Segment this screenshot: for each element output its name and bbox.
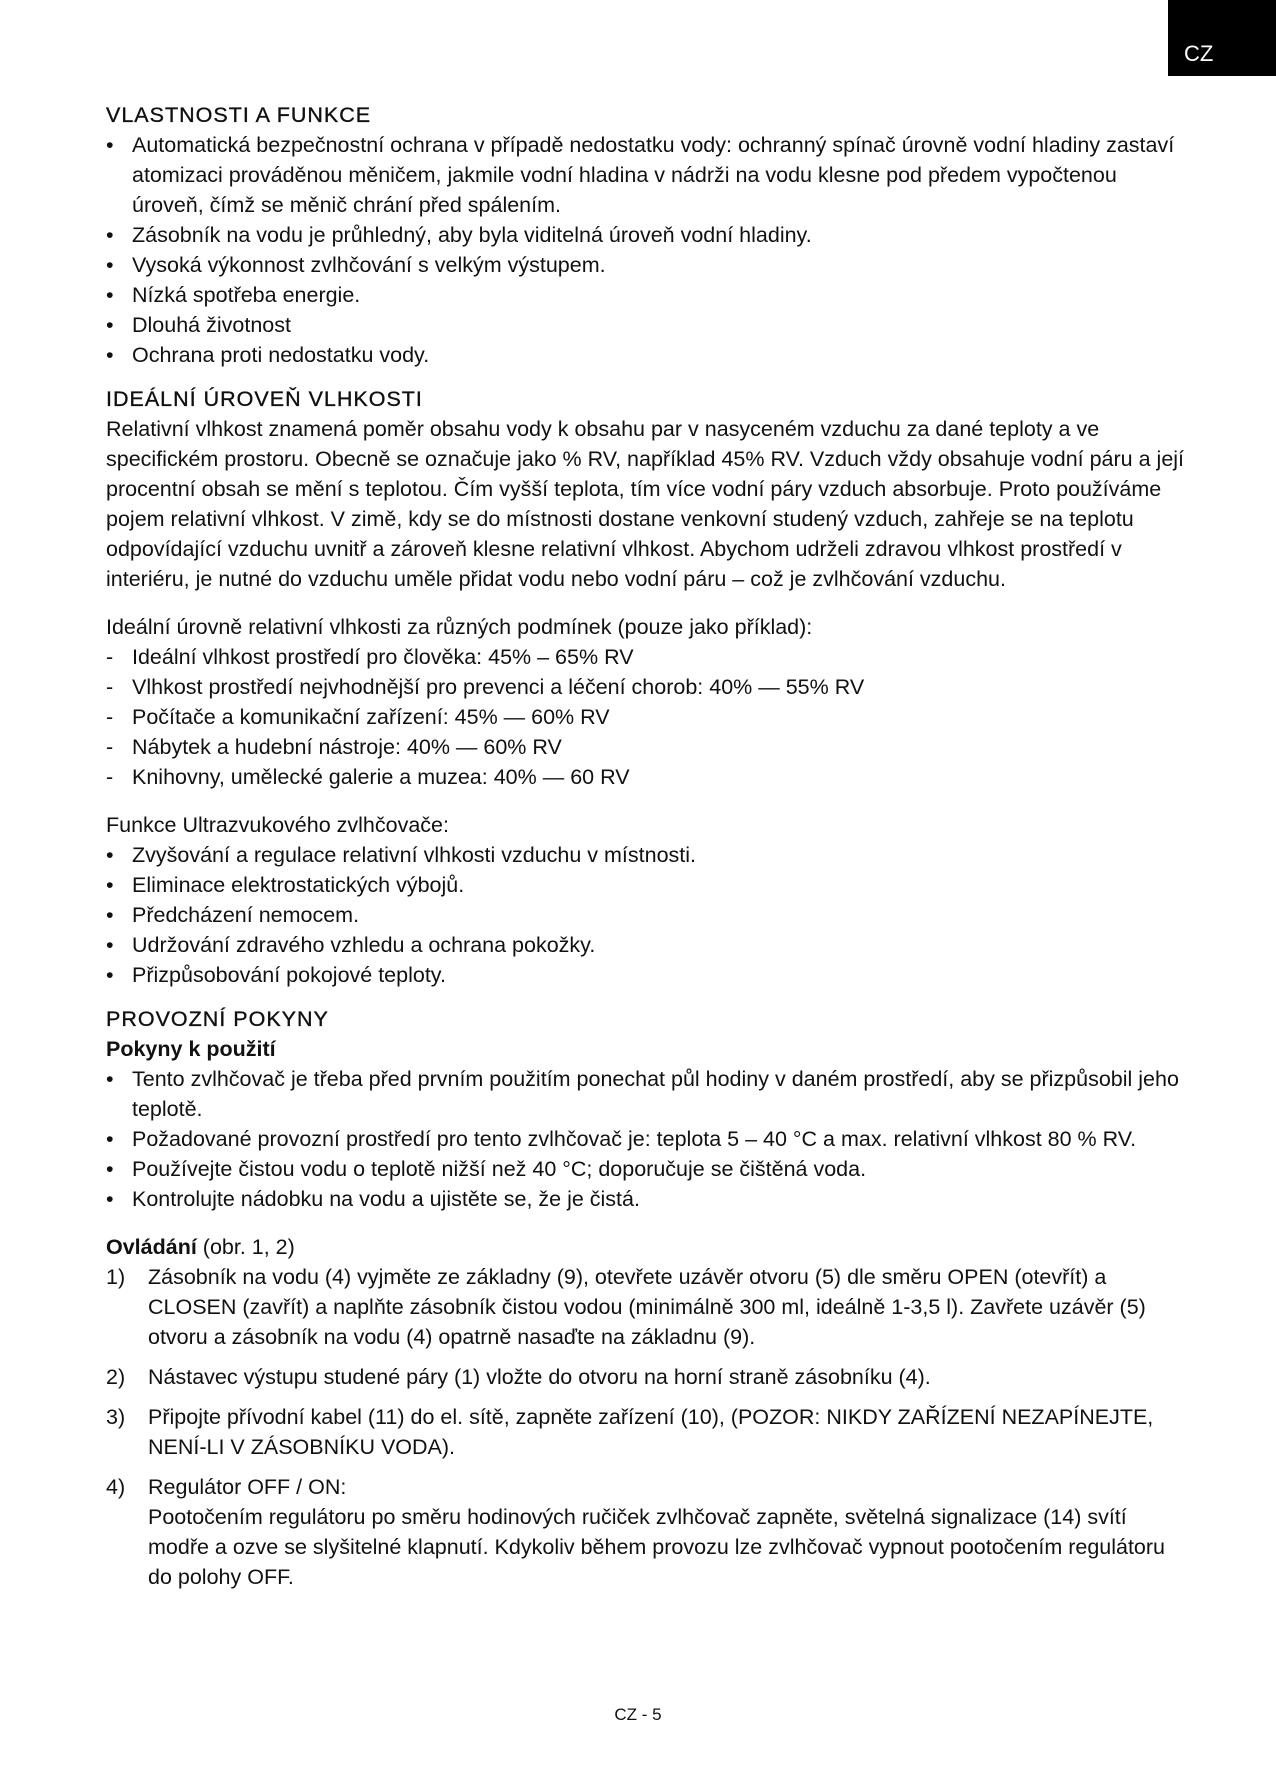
list-item: • Používejte čistou vodu o teplotě nižší než 40 °C; doporučuje se čištěná voda. xyxy=(106,1154,1186,1184)
step-number: 4) xyxy=(106,1475,126,1499)
humidity-paragraph: Relativní vlhkost znamená poměr obsahu vody k obsahu par v nasyceném vzduchu za dané teploty a ve specifickém prostoru. Obecně se označuje jako % RV, například 45% RV. Vzduch vždy obsahuje vodní páru a její procentní obsah se mění s teplotou. Čím vyšší teplota, tím více vodní páry vzduch absorbuje. Proto používáme pojem relativní vlhkost. V zimě, kdy se do místnosti dostane venkovní studený vzduch, zahřeje se na teplotu odpovídající vzduchu uvnitř a zároveň klesne relativní vlhkost. Abychom udrželi zdravou vlhkost prostředí v interiéru, je nutné do vzduchu uměle přidat vodu nebo vodní páru – což je zvlhčování vzduchu. xyxy=(106,417,1185,591)
step-item xyxy=(106,1472,1186,1592)
list-item: - Počítače a komunikační zařízení: 45% — 60% RV xyxy=(106,702,1186,732)
functions-intro: Funkce Ultrazvukového zvlhčovače: xyxy=(106,813,449,837)
list-item: • Předcházení nemocem. xyxy=(106,900,1186,930)
list-item: • Eliminace elektrostatických výbojů. xyxy=(106,870,1186,900)
page-content xyxy=(106,100,1186,1602)
step-text: Regulátor OFF / ON: xyxy=(148,1475,347,1499)
humidity-heading: IDEÁLNÍ ÚROVEŇ VLHKOSTI xyxy=(106,387,423,411)
step-text: Nástavec výstupu studené páry (1) vložte do otvoru na horní straně zásobníku (4). xyxy=(148,1365,931,1389)
list-item: • Udržování zdravého vzhledu a ochrana pokožky. xyxy=(106,930,1186,960)
step-item xyxy=(106,1362,1186,1392)
list-item: • Požadované provozní prostředí pro tento zvlhčovač je: teplota 5 – 40 °C a max. relativní vlhkost 80 % RV. xyxy=(106,1124,1186,1154)
features-heading: VLASTNOSTI A FUNKCE xyxy=(106,103,372,127)
step-number: 2) xyxy=(106,1365,126,1389)
list-item: • Dlouhá životnost xyxy=(106,310,1186,340)
usage-list xyxy=(106,1064,1186,1214)
list-item: • Nízká spotřeba energie. xyxy=(106,280,1186,310)
humidity-section xyxy=(106,384,1186,990)
step-detail: Pootočením regulátoru po směru hodinových ručiček zvlhčovač zapněte, světelná signalizace (14) svítí modře a ozve se slyšitelné klapnutí. Kdykoliv během provozu lze zvlhčovač vypnout pootočením regulátoru do polohy OFF. xyxy=(148,1505,1166,1589)
controls-title: Ovládání xyxy=(106,1235,197,1259)
list-item: • Tento zvlhčovač je třeba před prvním použitím ponechat půl hodiny v daném prostředí, aby se přizpůsobil jeho teplotě. xyxy=(106,1064,1186,1124)
list-item: • Zásobník na vodu je průhledný, aby byla viditelná úroveň vodní hladiny. xyxy=(106,220,1186,250)
page-number: CZ - 5 xyxy=(614,1705,662,1724)
controls-steps xyxy=(106,1262,1186,1592)
step-number: 3) xyxy=(106,1405,126,1429)
list-item: • Zvyšování a regulace relativní vlhkosti vzduchu v místnosti. xyxy=(106,840,1186,870)
step-number: 1) xyxy=(106,1265,126,1289)
list-item: - Ideální vlhkost prostředí pro člověka: 45% – 65% RV xyxy=(106,642,1186,672)
operating-section xyxy=(106,1004,1186,1592)
features-list xyxy=(106,130,1186,370)
list-item: - Knihovny, umělecké galerie a muzea: 40% — 60 RV xyxy=(106,762,1186,792)
levels-intro: Ideální úrovně relativní vlhkosti za různých podmínek (pouze jako příklad): xyxy=(106,615,813,639)
list-item: • Ochrana proti nedostatku vody. xyxy=(106,340,1186,370)
step-text: Připojte přívodní kabel (11) do el. sítě, zapněte zařízení (10), (POZOR: NIKDY ZAŘÍZENÍ NEZAPÍNEJTE, NENÍ-LI V ZÁSOBNÍKU VODA). xyxy=(148,1405,1154,1459)
controls-figure-ref: (obr. 1, 2) xyxy=(196,1235,295,1259)
humidity-levels-list xyxy=(106,642,1186,792)
language-tab-label: CZ xyxy=(1184,41,1214,66)
list-item: - Nábytek a hudební nástroje: 40% — 60% RV xyxy=(106,732,1186,762)
list-item: • Vysoká výkonnost zvlhčování s velkým výstupem. xyxy=(106,250,1186,280)
list-item: - Vlhkost prostředí nejvhodnější pro prevenci a léčení chorob: 40% — 55% RV xyxy=(106,672,1186,702)
step-item xyxy=(106,1262,1186,1352)
list-item: • Automatická bezpečnostní ochrana v případě nedostatku vody: ochranný spínač úrovně vodní hladiny zastaví atomizaci prováděnou měničem, jakmile vodní hladina v nádrži na vodu klesne pod předem vypočtenou úroveň, čímž se měnič chrání před spálením. xyxy=(106,130,1186,220)
operating-heading: PROVOZNÍ POKYNY xyxy=(106,1007,329,1031)
functions-list xyxy=(106,840,1186,990)
step-item xyxy=(106,1402,1186,1462)
features-section xyxy=(106,100,1186,370)
list-item: • Přizpůsobování pokojové teploty. xyxy=(106,960,1186,990)
step-text: Zásobník na vodu (4) vyjměte ze základny (9), otevřete uzávěr otvoru (5) dle směru OPEN (otevřít) a CLOSEN (zavřít) a naplňte zásobník čistou vodou (minimálně 300 ml, ideálně 1-3,5 l). Zavřete uzávěr (5) otvoru a zásobník na vodu (4) opatrně nasaďte na základnu (9). xyxy=(148,1265,1146,1349)
usage-subheading: Pokyny k použití xyxy=(106,1037,276,1061)
controls-heading xyxy=(106,1232,1186,1262)
list-item: • Kontrolujte nádobku na vodu a ujistěte se, že je čistá. xyxy=(106,1184,1186,1214)
language-tab xyxy=(1168,0,1276,76)
